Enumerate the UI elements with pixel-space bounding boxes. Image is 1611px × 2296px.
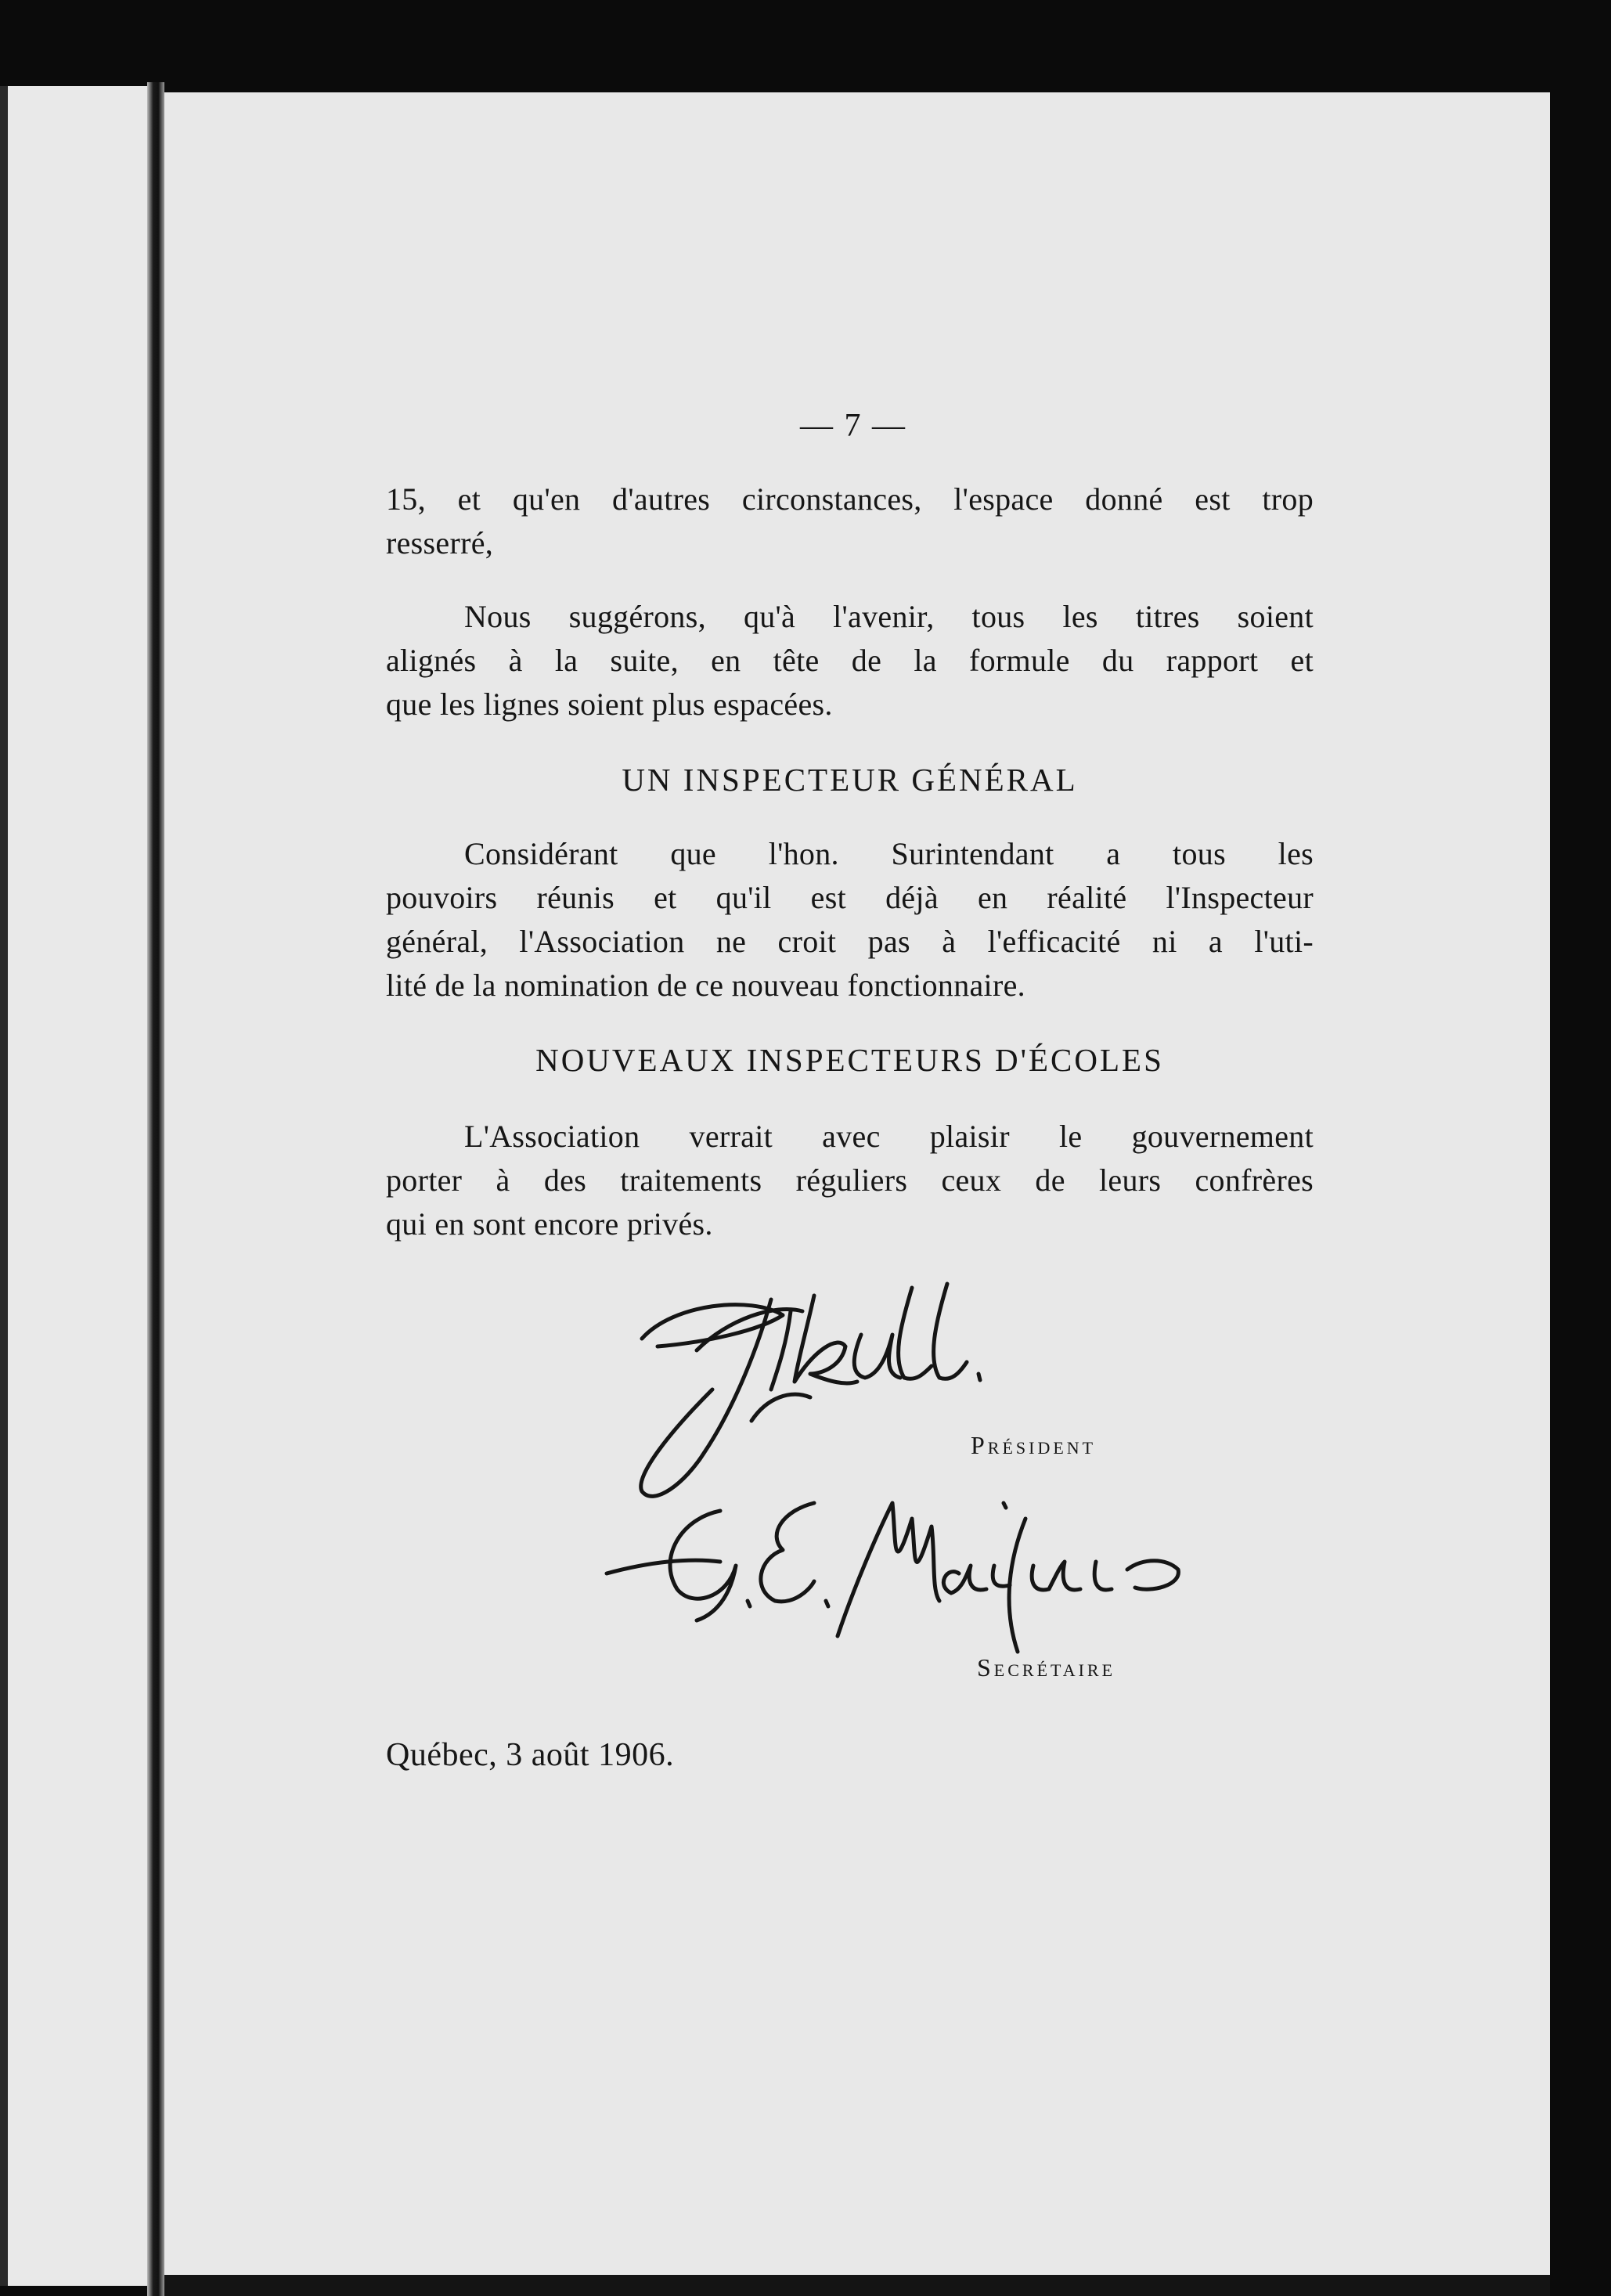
paragraph-4-line-3: qui en sont encore privés. [386,1206,713,1242]
left-page-edge [0,86,8,2286]
book-gutter [147,82,164,2296]
secretary-signature [603,1472,1213,1675]
paragraph-3-line-2: pouvoirs réunis et qu'il est déjà en réalité l'Inspecteur [386,880,1314,915]
page-number: — 7 — [800,408,906,444]
paragraph-2-line-2: alignés à la suite, en tête de la formule du rapport et [386,643,1314,678]
paragraph-1-line-1: 15, et qu'en d'autres circonstances, l'espace donné est trop [386,481,1314,517]
paragraph-2-line-1: Nous suggérons, qu'à l'avenir, tous les titres soient [464,599,1314,634]
paragraph-4-line-2: porter à des traitements réguliers ceux de leurs confrères [386,1162,1314,1198]
secretary-role: Secrétaire [977,1653,1116,1681]
paragraph-3-line-1: Considérant que l'hon. Surintendant a tous les [464,836,1314,871]
left-facing-page [0,86,153,2286]
paragraph-3-line-4: lité de la nomination de ce nouveau fonctionnaire. [386,968,1025,1003]
date-line: Québec, 3 août 1906. [386,1737,675,1773]
paragraph-3-line-3: général, l'Association ne croit pas à l'efficacité ni a l'uti- [386,924,1314,959]
paragraph-2-line-3: que les lignes soient plus espacées. [386,687,833,722]
section-heading-nouveaux-inspecteurs: NOUVEAUX INSPECTEURS D'ÉCOLES [535,1042,1164,1078]
paragraph-1-line-2: resserré, [386,525,494,560]
president-role: Président [971,1431,1097,1459]
paragraph-4-line-1: L'Association verrait avec plaisir le gouvernement [464,1119,1314,1154]
page-bottom-shadow [164,2275,1550,2296]
section-heading-inspecteur-general: UN INSPECTEUR GÉNÉRAL [622,762,1078,798]
